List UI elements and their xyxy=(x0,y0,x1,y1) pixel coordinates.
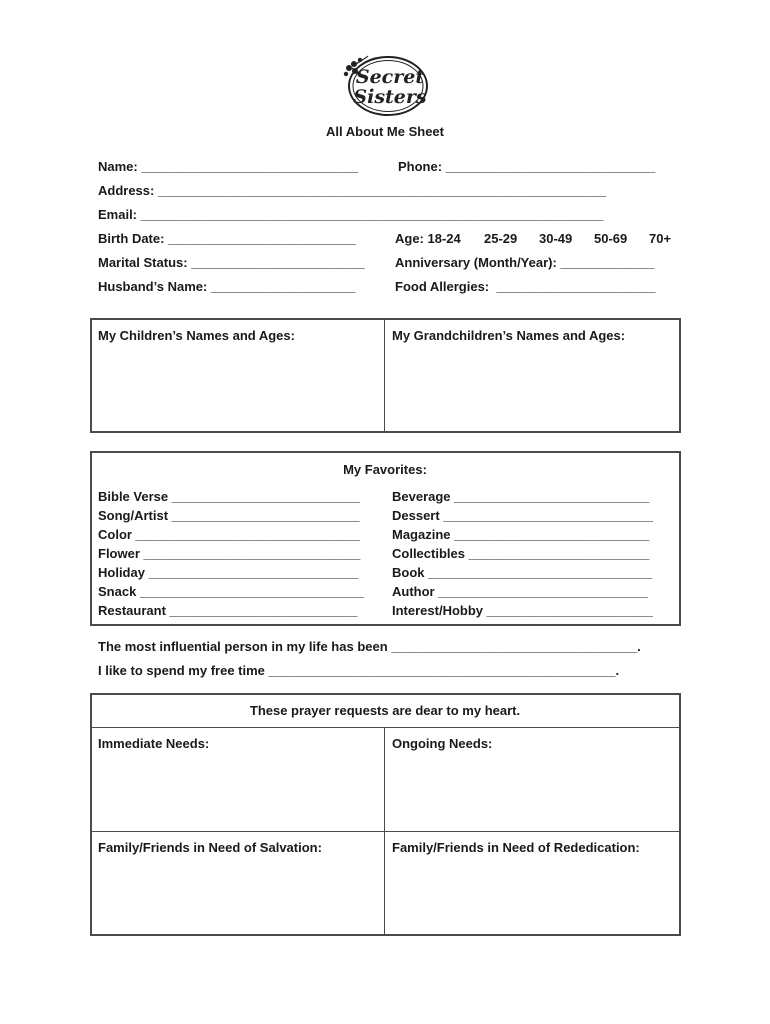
age-option-25-29[interactable]: 25-29 xyxy=(484,231,518,246)
salvation-label: Family/Friends in Need of Salvation: xyxy=(98,840,322,855)
fav-holiday[interactable]: Holiday _____________________________ xyxy=(98,565,359,580)
favorites-heading: My Favorites: xyxy=(343,462,427,477)
address-field[interactable]: Address: ______________________________________________________________ xyxy=(98,183,607,198)
logo-line2: Sisters xyxy=(353,86,427,108)
fav-author[interactable]: Author _____________________________ xyxy=(392,584,648,599)
immediate-needs-input[interactable] xyxy=(92,756,382,829)
phone-field[interactable]: Phone: _____________________________ xyxy=(398,159,656,174)
ongoing-needs-label: Ongoing Needs: xyxy=(392,736,493,751)
fav-dessert[interactable]: Dessert _____________________________ xyxy=(392,508,653,523)
prayer-heading-divider xyxy=(91,727,680,728)
immediate-needs-label: Immediate Needs: xyxy=(98,736,210,751)
children-label: My Children’s Names and Ages: xyxy=(98,328,295,343)
favorites-right-list xyxy=(392,488,653,621)
rededication-label: Family/Friends in Need of Rededication: xyxy=(392,840,640,855)
logo-line1: Secret xyxy=(355,66,425,88)
fav-restaurant[interactable]: Restaurant __________________________ xyxy=(98,603,358,618)
favorites-left-list xyxy=(98,488,364,621)
age-option-70-plus[interactable]: 70+ xyxy=(649,231,672,246)
fav-collectibles[interactable]: Collectibles _________________________ xyxy=(392,546,650,561)
birth-date-field[interactable]: Birth Date: __________________________ xyxy=(98,231,357,246)
grandchildren-label: My Grandchildren’s Names and Ages: xyxy=(392,328,626,343)
email-field[interactable]: Email: ________________________________________________________________ xyxy=(98,207,604,222)
children-divider xyxy=(384,319,385,432)
free-time-field[interactable]: I like to spend my free time ________________________________________________. xyxy=(98,663,620,678)
marital-status-field[interactable]: Marital Status: ________________________ xyxy=(98,255,365,270)
name-field[interactable]: Name: ______________________________ xyxy=(98,159,359,174)
secret-sisters-logo xyxy=(340,52,432,118)
influential-person-field[interactable]: The most influential person in my life has been __________________________________. xyxy=(98,639,641,654)
fav-snack[interactable]: Snack _______________________________ xyxy=(98,584,365,599)
fav-magazine[interactable]: Magazine ___________________________ xyxy=(392,527,650,542)
fav-song-artist[interactable]: Song/Artist __________________________ xyxy=(98,508,360,523)
husbands-name-field[interactable]: Husband’s Name: ____________________ xyxy=(98,279,356,294)
age-option-50-69[interactable]: 50-69 xyxy=(594,231,628,246)
fav-interest-hobby[interactable]: Interest/Hobby _______________________ xyxy=(392,603,653,618)
fav-color[interactable]: Color _______________________________ xyxy=(98,527,360,542)
anniversary-field[interactable]: Anniversary (Month/Year): _____________ xyxy=(395,255,655,270)
food-allergies-field[interactable]: Food Allergies: ______________________ xyxy=(395,279,656,294)
grandchildren-input-area[interactable] xyxy=(387,348,679,430)
salvation-input[interactable] xyxy=(92,860,382,934)
prayer-heading: These prayer requests are dear to my heart. xyxy=(249,703,521,718)
age-option-30-49[interactable]: 30-49 xyxy=(539,231,573,246)
fav-book[interactable]: Book _______________________________ xyxy=(392,565,653,580)
children-input-area[interactable] xyxy=(92,348,382,430)
fav-beverage[interactable]: Beverage ___________________________ xyxy=(392,489,650,504)
rededication-input[interactable] xyxy=(387,860,679,934)
prayer-middle-divider xyxy=(91,831,680,832)
fav-bible-verse[interactable]: Bible Verse __________________________ xyxy=(98,489,360,504)
ongoing-needs-input[interactable] xyxy=(387,756,679,829)
prayer-column-divider xyxy=(384,727,385,935)
page-title: All About Me Sheet xyxy=(326,124,444,139)
fav-flower[interactable]: Flower ______________________________ xyxy=(98,546,361,561)
age-label: Age: 18-24 xyxy=(395,231,461,246)
